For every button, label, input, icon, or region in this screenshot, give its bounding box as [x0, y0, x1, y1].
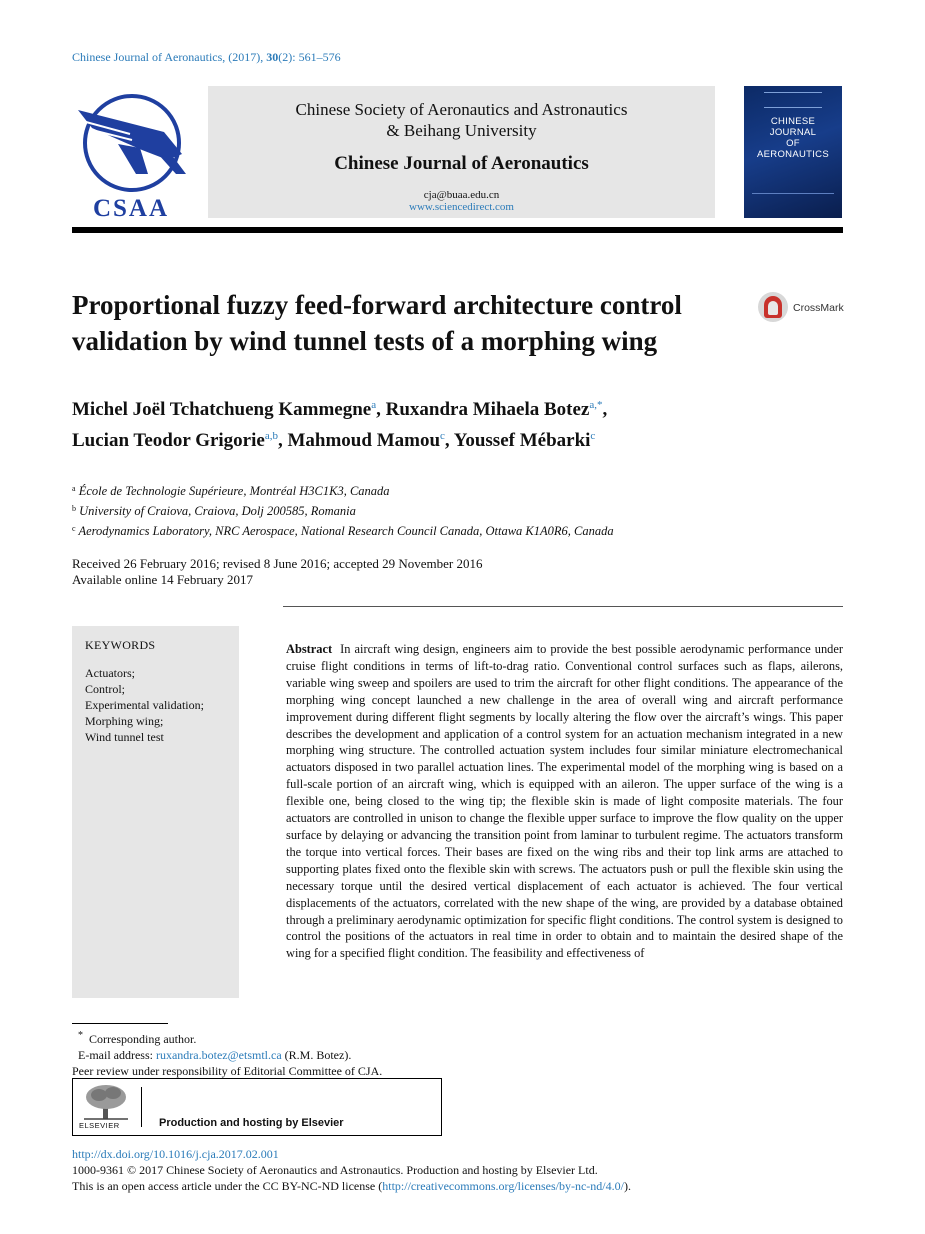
- license-prefix: This is an open access article under the CC BY-NC-ND license (: [72, 1179, 383, 1193]
- society-line-1: Chinese Society of Aeronautics and Astronautics: [295, 100, 628, 119]
- email-note: [72, 1047, 382, 1063]
- keyword-item: Wind tunnel test: [85, 730, 164, 744]
- affiliation-marker: a: [72, 484, 76, 493]
- elsevier-wordmark: ELSEVIER: [79, 1121, 120, 1130]
- author-affiliation-marker[interactable]: c: [590, 430, 596, 442]
- peer-review-note: Peer review under responsibility of Editorial Committee of CJA.: [72, 1064, 383, 1078]
- affiliation-marker: b: [72, 504, 76, 513]
- keyword-item: Control;: [85, 682, 126, 696]
- doi-link[interactable]: http://dx.doi.org/10.1016/j.cja.2017.02.001: [72, 1147, 279, 1161]
- crossmark-label: CrossMark: [793, 302, 844, 314]
- email-suffix: (R.M. Botez).: [281, 1048, 352, 1062]
- affiliation: [72, 480, 852, 500]
- keywords-heading: KEYWORDS: [85, 638, 156, 652]
- affiliation-text: Aerodynamics Laboratory, NRC Aerospace, National Research Council Canada, Ottawa K1A0R6, Canada: [78, 524, 614, 538]
- author-name: Lucian Teodor Grigorie: [72, 430, 265, 451]
- journal-cover-image[interactable]: [744, 86, 842, 218]
- corresponding-author-note: [72, 1028, 382, 1047]
- sciencedirect-link[interactable]: www.sciencedirect.com: [409, 201, 514, 213]
- author-name: Youssef Mébarki: [453, 430, 591, 451]
- copyright-line: 1000-9361 © 2017 Chinese Society of Aeronautics and Astronautics. Production and hosting by Elsevier Ltd.: [72, 1163, 598, 1177]
- corresponding-label: Corresponding author.: [89, 1032, 197, 1046]
- affiliations: [72, 480, 852, 540]
- author-name: Mahmoud Mamou: [287, 430, 441, 451]
- journal-banner: [208, 86, 715, 218]
- article-title: Proportional fuzzy feed-forward architecture control validation by wind tunnel tests of a morphing wing: [72, 290, 682, 356]
- license-line: [72, 1178, 631, 1194]
- affiliation-text: École de Technologie Supérieure, Montréal H3C1K3, Canada: [78, 484, 390, 498]
- journal-name: Chinese Journal of Aeronautics: [334, 153, 589, 174]
- cover-title: CHINESE JOURNAL OF AERONAUTICS: [757, 116, 829, 160]
- author-affiliation-marker[interactable]: a,b: [264, 430, 278, 442]
- affiliation: [72, 500, 852, 520]
- abstract: [286, 641, 843, 962]
- author-affiliation-marker[interactable]: a: [371, 399, 377, 411]
- keywords-list: [85, 665, 239, 745]
- author-email-link[interactable]: ruxandra.botez@etsmtl.ca: [155, 1048, 282, 1062]
- production-hosting-label: Production and hosting by Elsevier: [159, 1117, 344, 1129]
- author-separator: ,: [277, 430, 288, 451]
- elsevier-box: [72, 1078, 442, 1136]
- abstract-label: Abstract: [286, 642, 333, 656]
- header-rule: [72, 227, 843, 233]
- author-list: [72, 392, 852, 454]
- author-name: Michel Joël Tchatchueng Kammegne: [72, 399, 372, 420]
- footnote-rule: [72, 1023, 168, 1024]
- license-link[interactable]: http://creativecommons.org/licenses/by-nc-nd/4.0/: [382, 1179, 624, 1193]
- elsevier-tree-icon: [81, 1083, 131, 1121]
- section-divider: [283, 606, 843, 607]
- doi-and-license: [72, 1146, 631, 1194]
- csaa-logo-text: CSAA: [92, 195, 170, 222]
- article-dates: [72, 556, 482, 588]
- affiliation-text: University of Craiova, Craiova, Dolj 200585, Romania: [79, 504, 356, 518]
- license-suffix: ).: [623, 1179, 631, 1193]
- society-line-2: & Beihang University: [386, 121, 537, 140]
- cover-decoration: [764, 92, 822, 108]
- footnotes: [72, 1028, 382, 1079]
- csaa-logo: [72, 88, 190, 223]
- received-dates: Received 26 February 2016; revised 8 June 2016; accepted 29 November 2016: [72, 556, 483, 571]
- crossmark-icon: [768, 301, 778, 315]
- keyword-item: Morphing wing;: [85, 714, 164, 728]
- author-name: Ruxandra Mihaela Botez: [385, 399, 590, 420]
- journal-citation[interactable]: [72, 50, 341, 65]
- corresponding-marker: *: [78, 1030, 83, 1041]
- elsevier-divider: [141, 1087, 142, 1127]
- online-date: Available online 14 February 2017: [72, 572, 253, 587]
- author-separator: ,: [444, 430, 454, 451]
- author-separator: ,: [376, 399, 386, 420]
- citation-volume: 30: [266, 50, 279, 64]
- email-label: E-mail address:: [78, 1048, 156, 1062]
- keyword-item: Actuators;: [85, 666, 135, 680]
- citation-journal: Chinese Journal of Aeronautics, (2017),: [72, 50, 267, 64]
- keywords-box: [72, 626, 239, 998]
- author-affiliation-marker[interactable]: c: [440, 430, 445, 442]
- author-separator: ,: [602, 399, 608, 420]
- abstract-text: In aircraft wing design, engineers aim to provide the best possible aerodynamic performance under cruise flight conditions in terms of lift-to-drag ratio. Conventional control surfaces such as flaps, ailerons, variable wing sweep and spoilers are used to trim the aircraft for other flight conditions. The appearance of the morphing wing concept launched a new challenge in the area of overall wing and aircraft performance improvement during different flight segments by locally altering the flow over the aircraft’s wings. This paper describes the development and application of a control system for an actuation mechanism integrated in a new morphing wing structure. The controlled actuation system includes four similar miniature electromechanical actuators disposed in two parallel actuation lines. The experimental model of the morphing wing is based on a full-scale portion of an aircraft wing, which is equipped with an aileron. The upper surface of the wing is a flexible one, being closed to the wing tip; the flexible skin is made of light composite materials. The four actuators are controlled in unison to change the flexible upper surface to improve the flow quality on the upper surface by delaying or advancing the transition point from laminar to turbulent regime. The actuators transform the torque into vertical forces. Their bases are fixed on the wing ribs and their top link arms are attached to supporting plates fixed onto the flexible skin with screws. The actuators push or pull the flexible skin using the necessary torque until the desired vertical displacement of each actuator is achieved. The four vertical displacements of the actuators, correlated with the new shape of the wing, are provided by a database obtained through a preliminary aerodynamic optimization for specific flight conditions. The control system is designed to control the positions of the actuators in real time in order to obtain and to maintain the desired shape of the wing for a specified flight condition. The feasibility and effectiveness of: [286, 642, 843, 961]
- citation-issue-pages: (2): 561–576: [278, 50, 341, 64]
- crossmark-badge[interactable]: [758, 292, 848, 328]
- keyword-item: Experimental validation;: [85, 698, 204, 712]
- author-affiliation-marker[interactable]: a,*: [589, 399, 603, 411]
- cover-decoration: [752, 193, 834, 204]
- affiliation: [72, 520, 852, 540]
- affiliation-marker: c: [72, 524, 76, 533]
- journal-email[interactable]: cja@buaa.edu.cn: [423, 189, 500, 201]
